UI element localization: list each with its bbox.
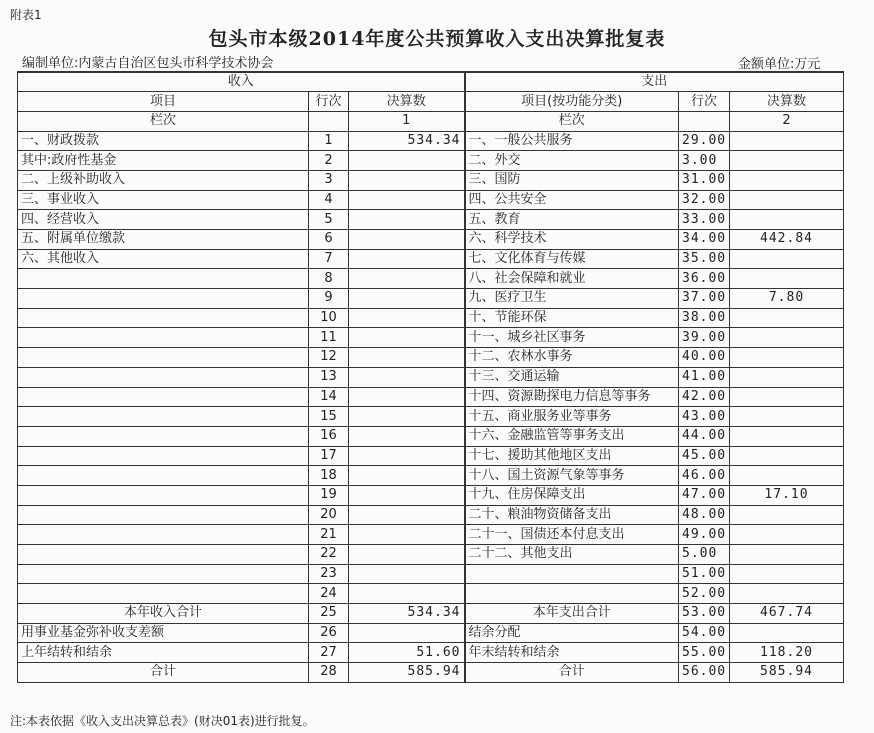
summary-income-item: 用事业基金弥补收支差额 bbox=[18, 623, 309, 643]
summary-expense-item: 年末结转和结余 bbox=[465, 643, 679, 663]
expense-row-no: 48.00 bbox=[679, 505, 730, 525]
income-item bbox=[18, 269, 309, 289]
summary-expense-row-no: 55.00 bbox=[679, 643, 730, 663]
income-amount bbox=[349, 505, 465, 525]
expense-row-no: 51.00 bbox=[679, 564, 730, 584]
table-row bbox=[18, 269, 844, 289]
expense-amount bbox=[730, 407, 844, 427]
expense-item-header: 项目(按功能分类) bbox=[465, 92, 679, 112]
summary-expense-item: 合计 bbox=[465, 663, 679, 683]
income-item bbox=[18, 564, 309, 584]
income-amount bbox=[349, 190, 465, 210]
income-row-no: 11 bbox=[309, 328, 349, 348]
income-item-header: 项目 bbox=[18, 92, 309, 112]
attachment-label: 附表1 bbox=[10, 8, 42, 22]
expense-amount bbox=[730, 131, 844, 151]
income-item bbox=[18, 525, 309, 545]
expense-item: 十四、资源勘探电力信息等事务 bbox=[465, 387, 679, 407]
summary-income-row-no: 27 bbox=[309, 643, 349, 663]
table-row bbox=[18, 525, 844, 545]
income-row-no-header: 行次 bbox=[309, 92, 349, 112]
expense-item: 六、科学技术 bbox=[465, 230, 679, 250]
table-row bbox=[18, 466, 844, 486]
income-row-no: 23 bbox=[309, 564, 349, 584]
income-amount bbox=[349, 210, 465, 230]
income-amount bbox=[349, 407, 465, 427]
income-lanci-label: 栏次 bbox=[18, 111, 309, 131]
expense-row-no: 46.00 bbox=[679, 466, 730, 486]
table-row bbox=[18, 505, 844, 525]
summary-expense-amount: 118.20 bbox=[730, 643, 844, 663]
table-row bbox=[18, 328, 844, 348]
income-item bbox=[18, 426, 309, 446]
income-row-no: 12 bbox=[309, 348, 349, 368]
table-row bbox=[18, 485, 844, 505]
expense-item: 二、外交 bbox=[465, 151, 679, 171]
table-row bbox=[18, 289, 844, 309]
income-row-no: 7 bbox=[309, 249, 349, 269]
income-amount bbox=[349, 269, 465, 289]
income-item bbox=[18, 308, 309, 328]
expense-amount: 17.10 bbox=[730, 485, 844, 505]
expense-row-no: 33.00 bbox=[679, 210, 730, 230]
table-row bbox=[18, 564, 844, 584]
table-row bbox=[18, 210, 844, 230]
expense-item: 十五、商业服务业等事务 bbox=[465, 407, 679, 427]
expense-amount bbox=[730, 545, 844, 565]
expense-item bbox=[465, 584, 679, 604]
income-final-header: 决算数 bbox=[349, 92, 465, 112]
income-row-no: 22 bbox=[309, 545, 349, 565]
income-row-no: 21 bbox=[309, 525, 349, 545]
income-row-no: 8 bbox=[309, 269, 349, 289]
income-row-no: 19 bbox=[309, 485, 349, 505]
summary-income-row-no: 25 bbox=[309, 604, 349, 624]
income-item bbox=[18, 485, 309, 505]
expense-row-no: 45.00 bbox=[679, 446, 730, 466]
expense-item: 八、社会保障和就业 bbox=[465, 269, 679, 289]
expense-item: 一、一般公共服务 bbox=[465, 131, 679, 151]
income-amount bbox=[349, 328, 465, 348]
table-row bbox=[18, 367, 844, 387]
table-row bbox=[18, 426, 844, 446]
lanci-row bbox=[18, 111, 844, 131]
table-row bbox=[18, 545, 844, 565]
expense-row-no: 38.00 bbox=[679, 308, 730, 328]
expense-amount bbox=[730, 190, 844, 210]
expense-row-no: 35.00 bbox=[679, 249, 730, 269]
expense-amount bbox=[730, 308, 844, 328]
expense-row-no: 32.00 bbox=[679, 190, 730, 210]
expense-row-no: 49.00 bbox=[679, 525, 730, 545]
income-item: 二、上级补助收入 bbox=[18, 170, 309, 190]
expense-final-header: 决算数 bbox=[730, 92, 844, 112]
expense-row-no: 42.00 bbox=[679, 387, 730, 407]
expense-amount bbox=[730, 367, 844, 387]
table-row bbox=[18, 190, 844, 210]
income-amount bbox=[349, 249, 465, 269]
expense-row-no: 3.00 bbox=[679, 151, 730, 171]
expense-item: 三、国防 bbox=[465, 170, 679, 190]
income-item bbox=[18, 407, 309, 427]
expense-row-no: 29.00 bbox=[679, 131, 730, 151]
expense-item: 九、医疗卫生 bbox=[465, 289, 679, 309]
expense-row-no: 43.00 bbox=[679, 407, 730, 427]
income-item: 四、经营收入 bbox=[18, 210, 309, 230]
income-row-no: 24 bbox=[309, 584, 349, 604]
income-item bbox=[18, 466, 309, 486]
income-amount bbox=[349, 151, 465, 171]
summary-expense-amount bbox=[730, 623, 844, 643]
income-amount bbox=[349, 170, 465, 190]
expense-item: 十七、援助其他地区支出 bbox=[465, 446, 679, 466]
table-row bbox=[18, 131, 844, 151]
table-row bbox=[18, 170, 844, 190]
expense-amount bbox=[730, 446, 844, 466]
income-amount: 534.34 bbox=[349, 131, 465, 151]
expense-amount bbox=[730, 269, 844, 289]
expense-item: 十、节能环保 bbox=[465, 308, 679, 328]
income-item: 五、附属单位缴款 bbox=[18, 230, 309, 250]
income-amount bbox=[349, 289, 465, 309]
summary-income-amount: 534.34 bbox=[349, 604, 465, 624]
expense-amount bbox=[730, 505, 844, 525]
income-col-index: 1 bbox=[349, 111, 465, 131]
income-row-no: 6 bbox=[309, 230, 349, 250]
income-amount bbox=[349, 387, 465, 407]
summary-row bbox=[18, 604, 844, 624]
budget-table-body bbox=[18, 72, 844, 682]
expense-row-no: 5.00 bbox=[679, 545, 730, 565]
expense-amount bbox=[730, 564, 844, 584]
income-amount bbox=[349, 230, 465, 250]
summary-expense-item: 结余分配 bbox=[465, 623, 679, 643]
expense-amount bbox=[730, 466, 844, 486]
expense-item: 四、公共安全 bbox=[465, 190, 679, 210]
income-amount bbox=[349, 308, 465, 328]
income-item bbox=[18, 367, 309, 387]
summary-income-amount bbox=[349, 623, 465, 643]
income-row-no: 1 bbox=[309, 131, 349, 151]
income-lanci-no bbox=[309, 111, 349, 131]
income-row-no: 15 bbox=[309, 407, 349, 427]
income-row-no: 10 bbox=[309, 308, 349, 328]
expense-row-no: 40.00 bbox=[679, 348, 730, 368]
expense-amount bbox=[730, 525, 844, 545]
expense-row-no: 36.00 bbox=[679, 269, 730, 289]
expense-row-no: 31.00 bbox=[679, 170, 730, 190]
expense-item: 二十二、其他支出 bbox=[465, 545, 679, 565]
income-row-no: 2 bbox=[309, 151, 349, 171]
expense-row-no: 41.00 bbox=[679, 367, 730, 387]
income-row-no: 18 bbox=[309, 466, 349, 486]
table-row bbox=[18, 584, 844, 604]
expense-amount bbox=[730, 387, 844, 407]
column-header-row bbox=[18, 92, 844, 112]
expense-amount bbox=[730, 348, 844, 368]
expense-row-no: 34.00 bbox=[679, 230, 730, 250]
expense-item: 十一、城乡社区事务 bbox=[465, 328, 679, 348]
income-amount bbox=[349, 525, 465, 545]
expense-item: 二十一、国债还本付息支出 bbox=[465, 525, 679, 545]
income-item bbox=[18, 328, 309, 348]
expense-amount bbox=[730, 249, 844, 269]
income-item bbox=[18, 348, 309, 368]
income-item: 一、财政拨款 bbox=[18, 131, 309, 151]
income-amount bbox=[349, 367, 465, 387]
expense-amount bbox=[730, 584, 844, 604]
table-row bbox=[18, 387, 844, 407]
table-row bbox=[18, 249, 844, 269]
expense-item: 二十、粮油物资储备支出 bbox=[465, 505, 679, 525]
amount-unit-label: 金额单位:万元 bbox=[738, 57, 821, 72]
expense-amount bbox=[730, 328, 844, 348]
table-row bbox=[18, 151, 844, 171]
income-amount bbox=[349, 564, 465, 584]
expense-item: 十二、农林水事务 bbox=[465, 348, 679, 368]
income-amount bbox=[349, 466, 465, 486]
summary-expense-row-no: 54.00 bbox=[679, 623, 730, 643]
income-row-no: 13 bbox=[309, 367, 349, 387]
summary-income-amount: 585.94 bbox=[349, 663, 465, 683]
summary-income-row-no: 26 bbox=[309, 623, 349, 643]
income-amount bbox=[349, 426, 465, 446]
income-item bbox=[18, 505, 309, 525]
summary-row bbox=[18, 663, 844, 683]
expense-item: 十三、交通运输 bbox=[465, 367, 679, 387]
expense-row-no: 44.00 bbox=[679, 426, 730, 446]
income-item: 六、其他收入 bbox=[18, 249, 309, 269]
income-amount bbox=[349, 485, 465, 505]
org-label: 编制单位:内蒙古自治区包头市科学技术协会 bbox=[22, 56, 274, 71]
income-item bbox=[18, 545, 309, 565]
income-item bbox=[18, 289, 309, 309]
summary-income-amount: 51.60 bbox=[349, 643, 465, 663]
footnote: 注:本表依据《收入支出决算总表》(财决01表)进行批复。 bbox=[10, 714, 315, 728]
income-amount bbox=[349, 348, 465, 368]
expense-item bbox=[465, 564, 679, 584]
expense-amount bbox=[730, 151, 844, 171]
income-item: 三、事业收入 bbox=[18, 190, 309, 210]
table-row bbox=[18, 308, 844, 328]
income-row-no: 3 bbox=[309, 170, 349, 190]
expense-row-no: 39.00 bbox=[679, 328, 730, 348]
table-header-row bbox=[18, 72, 844, 92]
expense-item: 十九、住房保障支出 bbox=[465, 485, 679, 505]
expense-row-no: 47.00 bbox=[679, 485, 730, 505]
income-item: 其中:政府性基金 bbox=[18, 151, 309, 171]
summary-expense-item: 本年支出合计 bbox=[465, 604, 679, 624]
summary-expense-row-no: 56.00 bbox=[679, 663, 730, 683]
expense-amount bbox=[730, 210, 844, 230]
expense-amount bbox=[730, 170, 844, 190]
summary-income-item: 上年结转和结余 bbox=[18, 643, 309, 663]
income-row-no: 14 bbox=[309, 387, 349, 407]
expense-row-no: 37.00 bbox=[679, 289, 730, 309]
income-item bbox=[18, 387, 309, 407]
summary-row bbox=[18, 643, 844, 663]
table-row bbox=[18, 446, 844, 466]
income-row-no: 17 bbox=[309, 446, 349, 466]
expense-item: 十六、金融监管等事务支出 bbox=[465, 426, 679, 446]
table-row bbox=[18, 407, 844, 427]
expense-amount: 7.80 bbox=[730, 289, 844, 309]
income-item bbox=[18, 446, 309, 466]
expense-row-no-header: 行次 bbox=[679, 92, 730, 112]
income-amount bbox=[349, 446, 465, 466]
expense-lanci-no bbox=[679, 111, 730, 131]
expense-header: 支出 bbox=[465, 72, 844, 92]
income-amount bbox=[349, 545, 465, 565]
expense-item: 七、文化体育与传媒 bbox=[465, 249, 679, 269]
expense-item: 十八、国土资源气象等事务 bbox=[465, 466, 679, 486]
income-amount bbox=[349, 584, 465, 604]
page-title: 包头市本级2014年度公共预算收入支出决算批复表 bbox=[208, 28, 666, 50]
expense-item: 五、教育 bbox=[465, 210, 679, 230]
table-row bbox=[18, 230, 844, 250]
table-row bbox=[18, 348, 844, 368]
expense-col-index: 2 bbox=[730, 111, 844, 131]
income-row-no: 16 bbox=[309, 426, 349, 446]
income-row-no: 5 bbox=[309, 210, 349, 230]
budget-table bbox=[17, 71, 844, 683]
summary-income-item: 本年收入合计 bbox=[18, 604, 309, 624]
summary-row bbox=[18, 623, 844, 643]
expense-amount bbox=[730, 426, 844, 446]
expense-amount: 442.84 bbox=[730, 230, 844, 250]
income-row-no: 9 bbox=[309, 289, 349, 309]
income-row-no: 20 bbox=[309, 505, 349, 525]
summary-income-item: 合计 bbox=[18, 663, 309, 683]
income-row-no: 4 bbox=[309, 190, 349, 210]
summary-expense-amount: 585.94 bbox=[730, 663, 844, 683]
expense-lanci-label: 栏次 bbox=[465, 111, 679, 131]
expense-row-no: 52.00 bbox=[679, 584, 730, 604]
summary-expense-row-no: 53.00 bbox=[679, 604, 730, 624]
income-header: 收入 bbox=[18, 72, 465, 92]
income-item bbox=[18, 584, 309, 604]
summary-income-row-no: 28 bbox=[309, 663, 349, 683]
summary-expense-amount: 467.74 bbox=[730, 604, 844, 624]
